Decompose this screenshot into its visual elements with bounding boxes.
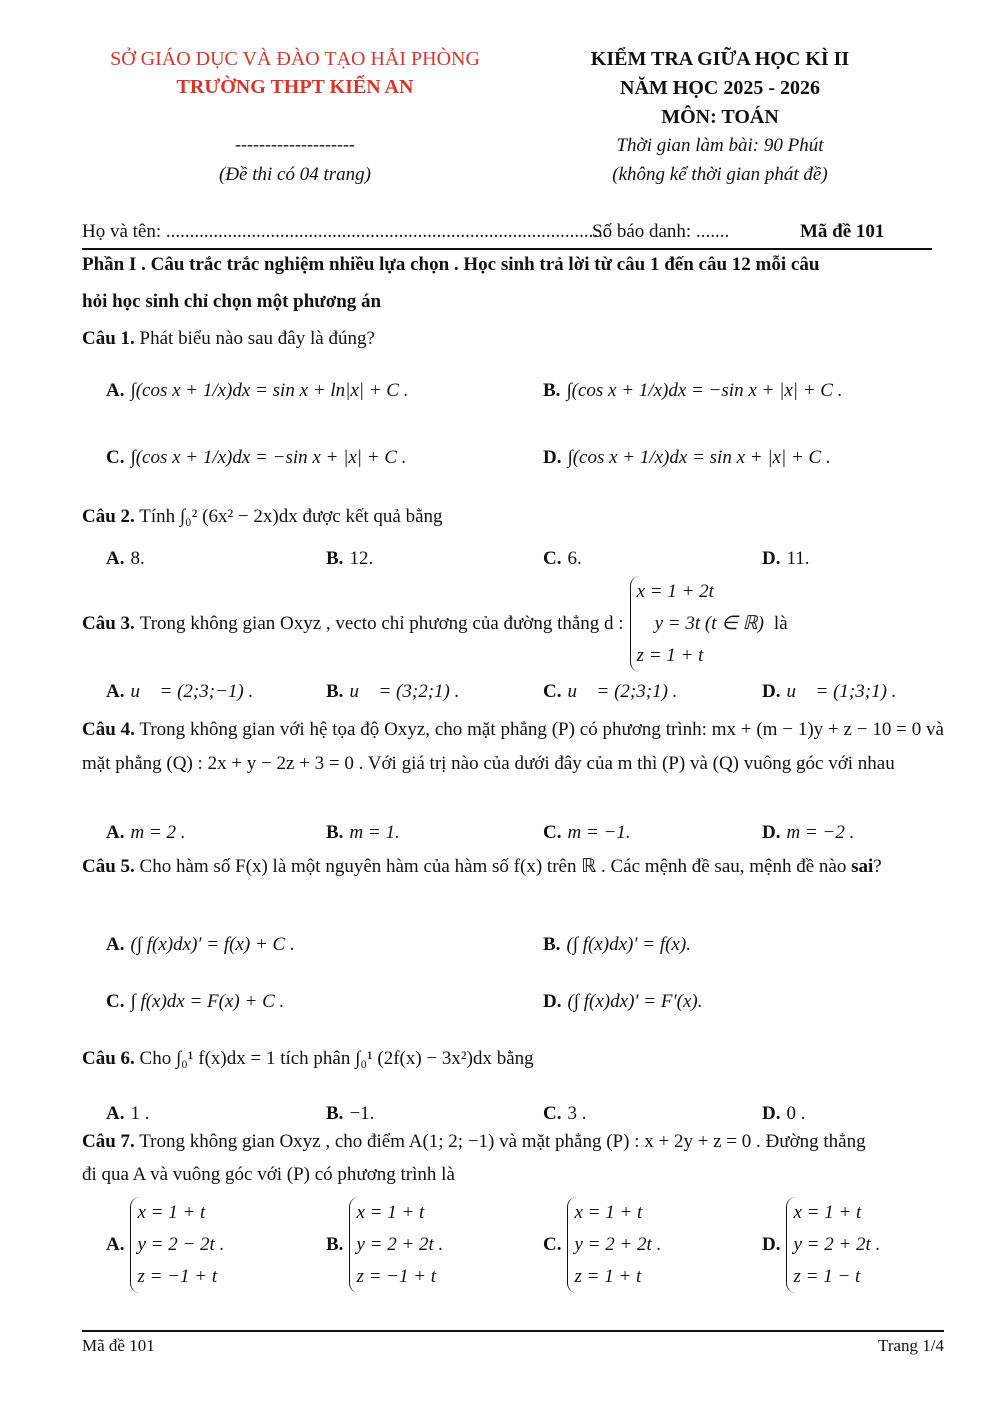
q1-option-d[interactable]: D. ∫(cos x + 1/x)dx = sin x + |x| + C . [543,447,831,468]
q3-option-c[interactable]: C. u⃗ = (2;3;1) . [543,681,678,702]
question-text: Cho ∫₀¹ f(x)dx = 1 tích phân ∫₀¹ (2f(x) − 3x²)dx bằng [139,1048,534,1069]
question-7-line2: đi qua A và vuông góc với (P) có phương trình là [82,1164,455,1185]
q2-option-b[interactable]: B. 12. [326,548,374,569]
q4-option-a[interactable]: A. m = 2 . [106,822,186,843]
time-limit: Thời gian làm bài: 90 Phút [616,135,824,156]
question-number: Câu 7. [82,1131,135,1152]
q7-option-a[interactable]: A. x = 1 + t y = 2 − 2t . z = −1 + t [106,1197,224,1293]
q3-option-b[interactable]: B. u⃗ = (3;2;1) . [326,681,460,702]
time-note: (không kể thời gian phát đề) [612,164,828,185]
question-number: Câu 2. [82,506,135,527]
question-number: Câu 5. [82,856,135,877]
q4-option-d[interactable]: D. m = −2 . [762,822,855,843]
q1-option-b[interactable]: B. ∫(cos x + 1/x)dx = −sin x + |x| + C . [543,380,843,401]
line-equation-system: x = 1 + 2t y = 3t (t ∈ ℝ) z = 1 + t [630,576,764,672]
q2-option-d[interactable]: D. 11. [762,548,810,569]
q6-option-b[interactable]: B. −1. [326,1103,375,1124]
q5-option-a[interactable]: A. (∫ f(x)dx)′ = f(x) + C . [106,934,295,955]
q4-option-b[interactable]: B. m = 1. [326,822,400,843]
q2-option-c[interactable]: C. 6. [543,548,582,569]
question-2 [82,506,443,528]
question-number: Câu 1. [82,328,135,349]
q1-option-a[interactable]: A. ∫(cos x + 1/x)dx = sin x + ln|x| + C . [106,380,409,401]
q7-option-d[interactable]: D. x = 1 + t y = 2 + 2t . z = 1 − t [762,1197,880,1293]
q6-option-d[interactable]: D. 0 . [762,1103,806,1124]
q4-option-c[interactable]: C. m = −1. [543,822,631,843]
question-text: Trong không gian với hệ tọa độ Oxyz, cho mặt phẳng (P) có phương trình: mx + (m − 1)y + z − 10 = 0 và mặt phẳng (Q) : 2x + y − 2z + 3 = 0 . Với giá trị nào của dưới đây của m thì (P) và (Q) vuông góc với nhau [82,719,944,774]
exam-code: Mã đề 101 [800,221,885,242]
header-divider [82,248,932,250]
footer-exam-code: Mã đề 101 [82,1336,155,1355]
emphasis-word: sai [851,856,874,877]
exam-title: KIỂM TRA GIỮA HỌC KÌ II [590,48,850,70]
question-number: Câu 3. [82,613,135,634]
question-text: Tính ∫₀² (6x² − 2x)dx được kết quả bằng [139,506,443,527]
question-text: Trong không gian Oxyz , cho điểm A(1; 2; −1) và mặt phẳng (P) : x + 2y + z = 0 . Đường thẳng [139,1131,866,1152]
q5-option-d[interactable]: D. (∫ f(x)dx)′ = F′(x). [543,991,703,1012]
q7-option-b[interactable]: B. x = 1 + t y = 2 + 2t . z = −1 + t [326,1197,443,1293]
question-number: Câu 4. [82,719,135,740]
footer-divider [82,1330,944,1332]
q6-option-a[interactable]: A. 1 . [106,1103,150,1124]
q5-option-b[interactable]: B. (∫ f(x)dx)′ = f(x). [543,934,691,955]
q2-option-a[interactable]: A. 8. [106,548,145,569]
page-number: Trang 1/4 [878,1336,944,1355]
question-7 [82,1131,866,1153]
question-number: Câu 6. [82,1048,135,1069]
part1-instruction-line2: hỏi học sinh chỉ chọn một phương án [82,291,382,312]
school-year: NĂM HỌC 2025 - 2026 [620,77,820,99]
q5-option-c[interactable]: C. ∫ f(x)dx = F(x) + C . [106,991,285,1012]
student-name-field: Họ và tên: ............................................................................................. [82,221,608,242]
department-name: SỞ GIÁO DỤC VÀ ĐÀO TẠO HẢI PHÒNG [110,48,480,70]
question-3: Câu 3. Trong không gian Oxyz , vecto chỉ phương của đường thẳng d : x = 1 + 2t y = 3t (t ∈ ℝ) z = 1 + t là [82,576,788,672]
q3-option-d[interactable]: D. u⃗ = (1;3;1) . [762,681,897,702]
question-6 [82,1048,534,1070]
q1-option-c[interactable]: C. ∫(cos x + 1/x)dx = −sin x + |x| + C . [106,447,407,468]
question-4 [82,713,944,781]
q3-option-a[interactable]: A. u⃗ = (2;3;−1) . [106,681,254,702]
school-name: TRƯỜNG THPT KIẾN AN [176,76,414,98]
subject: MÔN: TOÁN [661,106,779,128]
question-text: Phát biểu nào sau đây là đúng? [139,328,375,349]
header-dashes: -------------------- [235,134,355,154]
q6-option-c[interactable]: C. 3 . [543,1103,587,1124]
student-id-field: Số báo danh: ....... [592,221,730,242]
pages-note: (Đề thi có 04 trang) [219,164,371,185]
q7-option-c[interactable]: C. x = 1 + t y = 2 + 2t . z = 1 + t [543,1197,661,1293]
question-1 [82,328,375,350]
question-5: Câu 5. Cho hàm số F(x) là một nguyên hàm của hàm số f(x) trên ℝ . Các mệnh đề sau, mệnh đề nào sai? [82,856,882,877]
question-text: Cho hàm số F(x) là một nguyên hàm của hàm số f(x) trên ℝ . Các mệnh đề sau, mệnh đề nào [139,856,847,877]
question-text: Trong không gian Oxyz , vecto chỉ phương của đường thẳng d : [139,613,624,634]
part1-instruction-line1: Phần I . Câu trắc trắc nghiệm nhiều lựa chọn . Học sinh trả lời từ câu 1 đến câu 12 mỗi câu [82,254,820,275]
